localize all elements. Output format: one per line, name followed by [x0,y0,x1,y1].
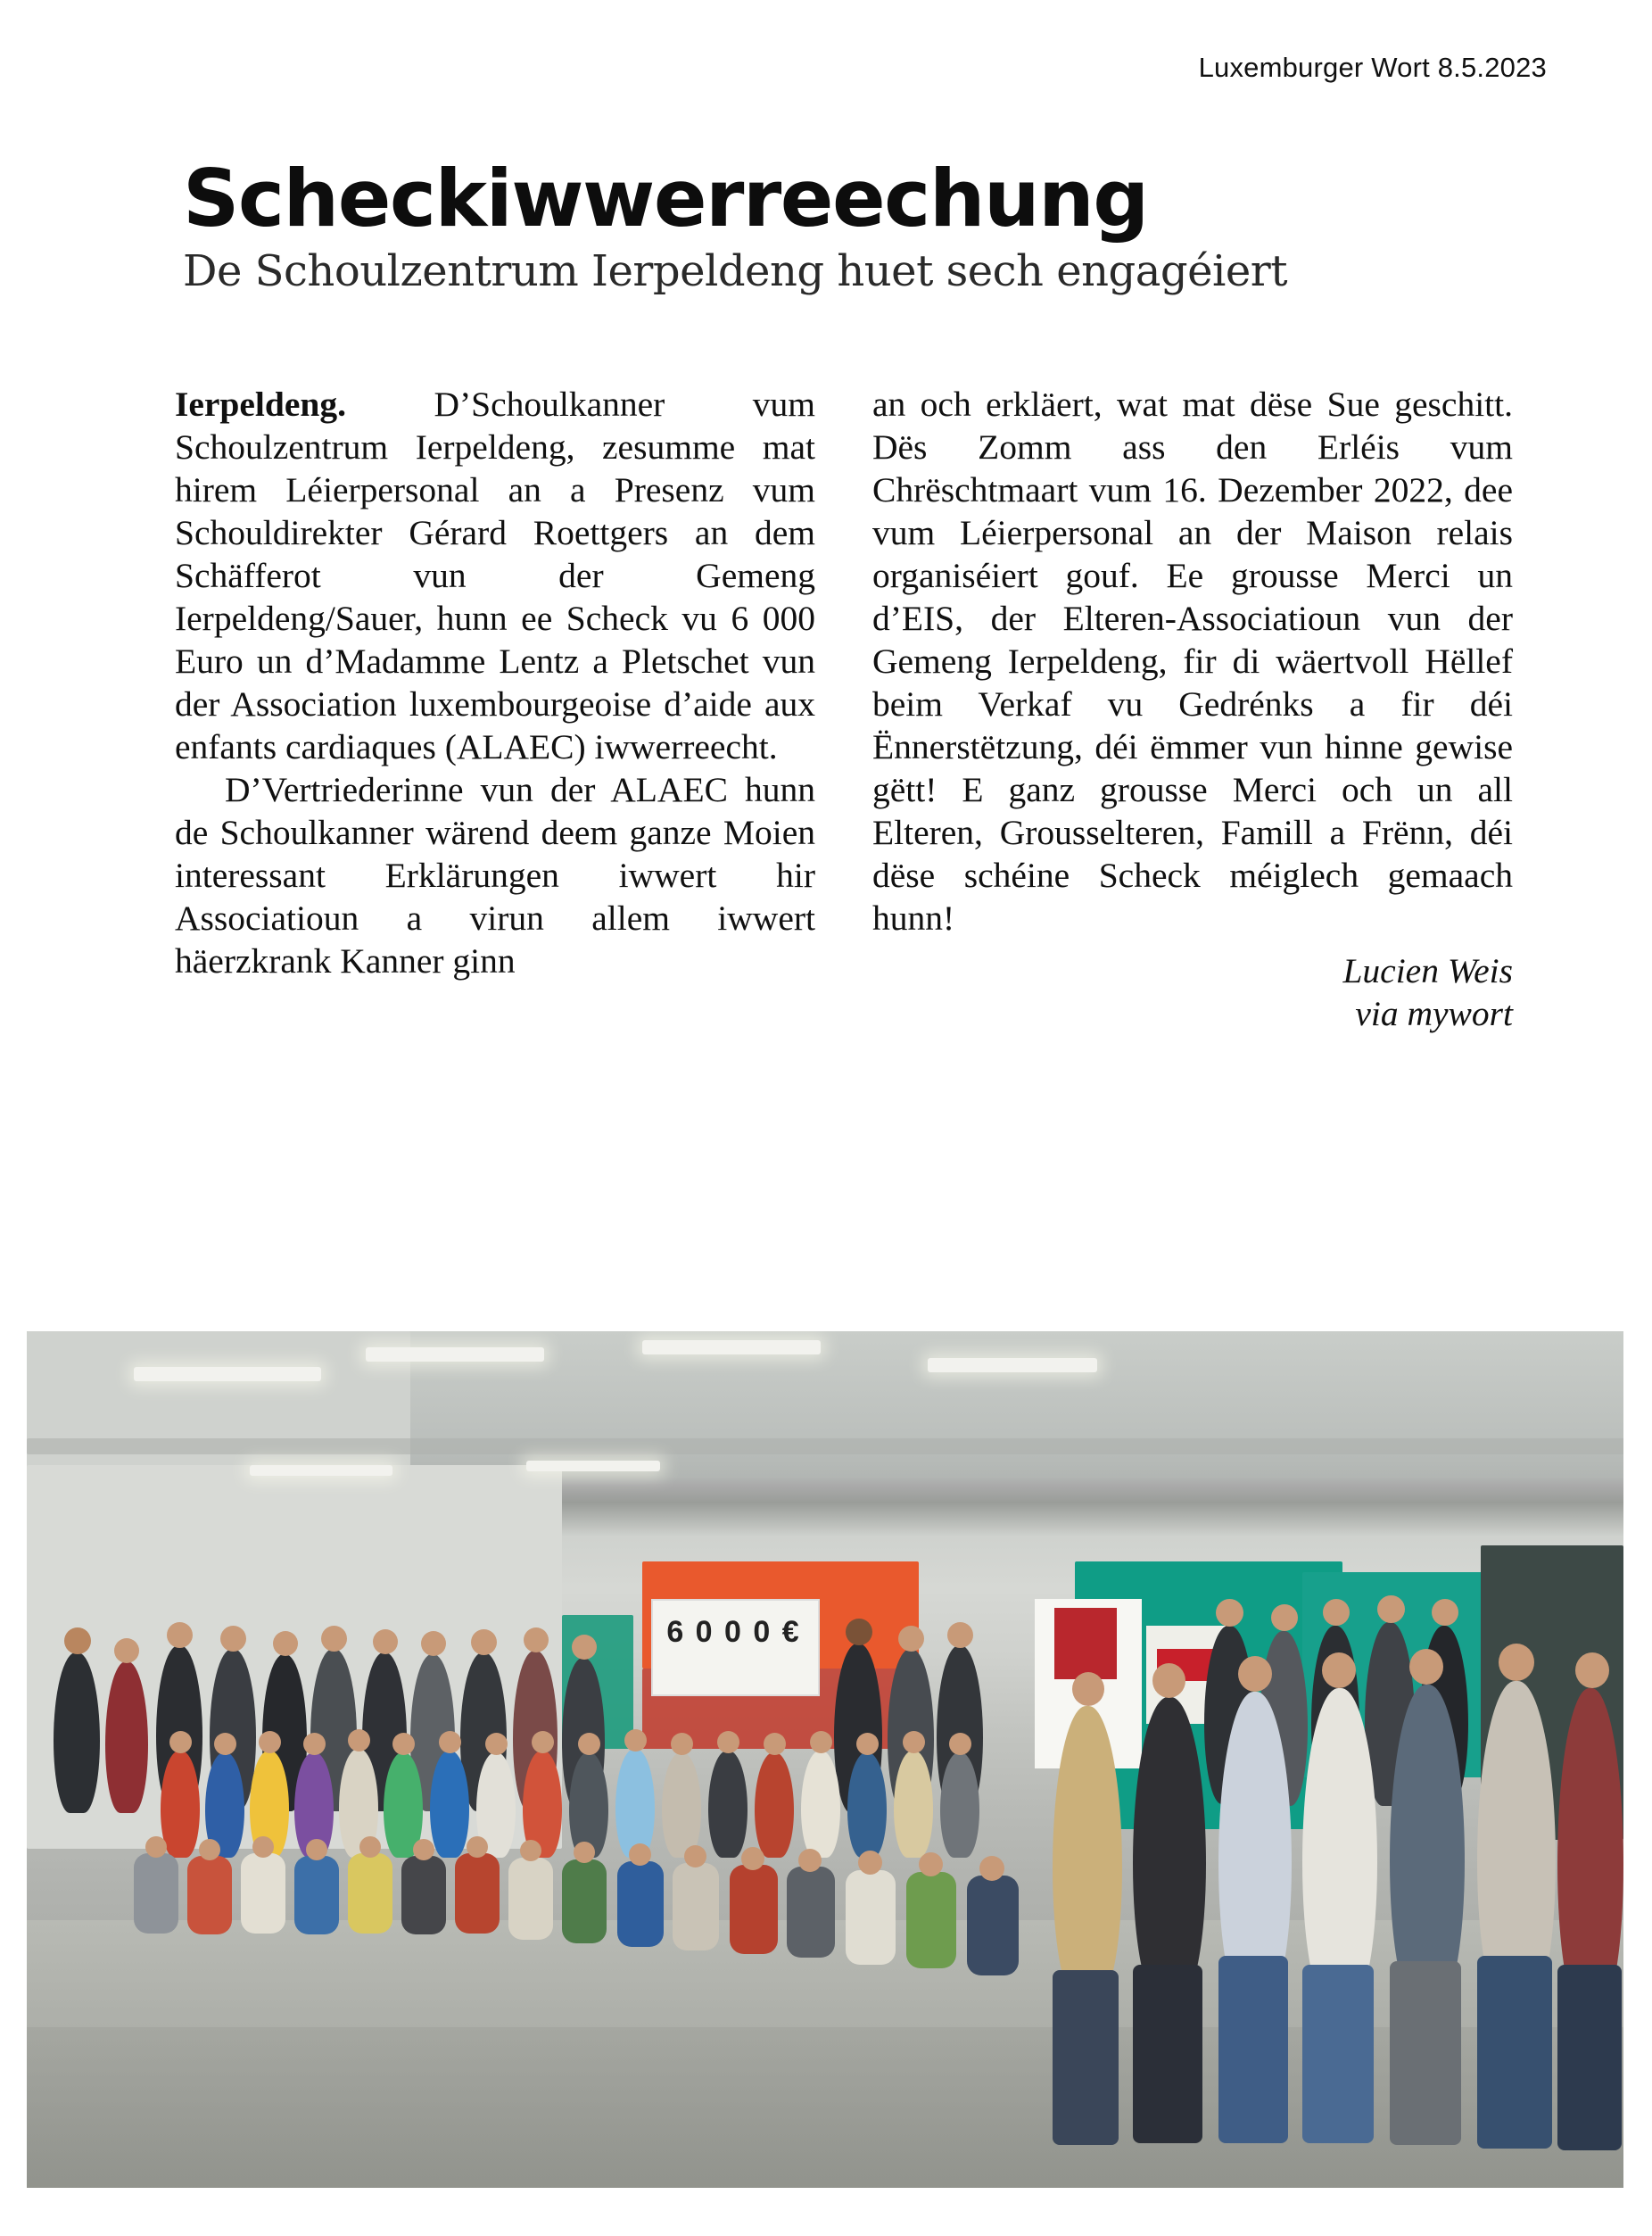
person-head [1322,1652,1356,1688]
signature-source: via mywort [1355,993,1513,1033]
person-seated [673,1863,719,1950]
person-head [624,1729,647,1752]
person-head [532,1731,554,1753]
person-seated [617,1861,664,1947]
person-legs [1390,1961,1461,2145]
person-head [717,1731,739,1753]
person-seated [401,1856,446,1934]
person [54,1652,100,1813]
person-head [321,1626,347,1652]
person-head [764,1733,786,1755]
person [1133,1697,1206,2000]
person-head [1238,1656,1272,1692]
person-head [741,1847,764,1870]
person-seated [187,1856,232,1934]
person [755,1752,794,1858]
article-paragraph-text: D’Schoulkanner vum Schoulzentrum Ierpeldeng, zesumme mat hirem Léierpersonal an a Presenz vum Schouldirekter Gérard Roettgers an dem Schäfferot vun der Gemeng Ierpeldeng/Sauer, hunn ee Scheck vu 6 000 Euro un d’Madamme Lentz a Pletschet vun der Association luxembourgeoise d’aide aux enfants cardiaques (ALAEC) iwwerreecht. [175,385,815,766]
person-legs [1053,1970,1119,2145]
person [1557,1688,1623,2009]
article-body [175,384,1513,1035]
person-head [524,1627,549,1652]
person [1302,1688,1377,2006]
crowd-group [27,1331,1623,2188]
person-seated [846,1870,896,1965]
person-seated [967,1876,1019,1975]
person-head [485,1733,508,1755]
person-legs [1557,1965,1622,2150]
person-seated [294,1856,339,1934]
person-head [471,1629,497,1655]
person-head [1432,1599,1458,1626]
person-head [1216,1599,1243,1627]
person-seated [348,1853,392,1934]
person-head [949,1733,971,1755]
person-head [1409,1649,1443,1685]
article-paragraph: D’Vertriederinne vun der ALAEC hunn de Schoulkanner wärend deem ganze Moien interessant Erklärungen iwwert hir Associatioun a virun allem iwwert häerzkrank Kanner ginn [175,769,815,981]
person-head [252,1836,274,1858]
person-head [671,1733,693,1755]
person-head [467,1836,488,1858]
person [1390,1685,1465,2006]
person-seated [508,1858,553,1940]
article-dateline: Ierpeldeng. [175,385,347,424]
person-head [114,1638,139,1663]
person-head [903,1731,925,1753]
person [940,1752,979,1858]
person [105,1661,148,1813]
person-head [572,1635,597,1660]
article-signature [872,949,1513,1035]
person-head [199,1839,220,1860]
person [430,1751,469,1858]
person-head [1271,1604,1298,1631]
cheque-amount-text: 6 0 0 0 € [666,1615,801,1649]
article-paragraph [175,384,815,769]
person-legs [1218,1956,1288,2143]
person-head [303,1733,326,1755]
person-head [1575,1652,1609,1688]
person-seated [562,1859,607,1943]
person-head [684,1845,706,1867]
person-seated [730,1865,778,1954]
person-head [919,1852,943,1876]
person-head [1323,1599,1350,1626]
person-legs [1302,1965,1374,2143]
person-head [214,1733,236,1755]
page-title: Scheckiwwerreechung [183,152,1148,244]
person-head [167,1622,193,1648]
person [161,1751,200,1858]
person-seated [455,1853,500,1934]
person-head [220,1626,246,1652]
person-head [421,1631,446,1656]
person-head [348,1729,370,1752]
person-head [145,1836,167,1858]
person-head [856,1733,879,1755]
article-subheadline: De Schoulzentrum Ierpeldeng huet sech engagéiert [183,246,1288,296]
article-photo [27,1331,1623,2188]
person-head [64,1627,91,1654]
person-head [259,1731,281,1753]
person-head [846,1619,872,1645]
person-head [574,1842,595,1863]
person-head [578,1733,600,1755]
person-head [413,1839,434,1860]
person-head [1152,1663,1185,1698]
person-head [947,1622,973,1648]
photo-scene [27,1331,1623,2188]
person-head [306,1839,327,1860]
person-legs [1133,1965,1202,2143]
person-head [359,1836,381,1858]
source-attribution: Luxemburger Wort 8.5.2023 [1198,52,1547,83]
person-head [439,1731,461,1753]
person-head [1072,1672,1104,1706]
person-head [898,1626,924,1652]
person [847,1752,887,1858]
person-head [273,1631,298,1656]
person-head [629,1843,651,1866]
person-seated [787,1867,835,1958]
person-head [373,1629,398,1654]
person-head [1377,1595,1405,1623]
person-head [520,1840,541,1861]
article-paragraph: an och erkläert, wat mat dëse Sue geschitt. Dës Zomm ass den Erléis vum Chrëschtmaart vum 16. Dezember 2022, dee vum Léierpersonal an der Maison relais organiséiert gouf. Ee grousse Merci un d’EIS, der Elteren-Associatioun vun der Gemeng Ierpeldeng, fir di wäertvoll Hëllef beim Verkaf vu Gedrénks a fir déi Ënnerstëtzung, déi ëmmer vun hinne gewise gëtt! E ganz grousse Merci och un all Elteren, Grousselteren, Famill a Frënn, déi dëse schéine Scheck méiglech gemaach hunn! [872,385,1513,938]
person-seated [134,1853,178,1934]
person-seated [241,1853,285,1934]
person-head [858,1851,882,1875]
person [708,1751,748,1858]
person-head [979,1856,1004,1881]
signature-author: Lucien Weis [1342,950,1513,990]
person [662,1752,701,1858]
person [801,1751,840,1858]
article-column-right [872,384,1513,1035]
person-head [810,1731,832,1753]
person-head [1499,1644,1534,1681]
person [894,1751,933,1858]
person-seated [906,1872,956,1968]
article-column-left [175,384,815,1035]
person [1053,1706,1122,2000]
person-legs [1477,1956,1552,2149]
person [615,1749,655,1858]
person-head [169,1731,192,1753]
person-head [392,1733,415,1755]
person-head [798,1849,822,1872]
